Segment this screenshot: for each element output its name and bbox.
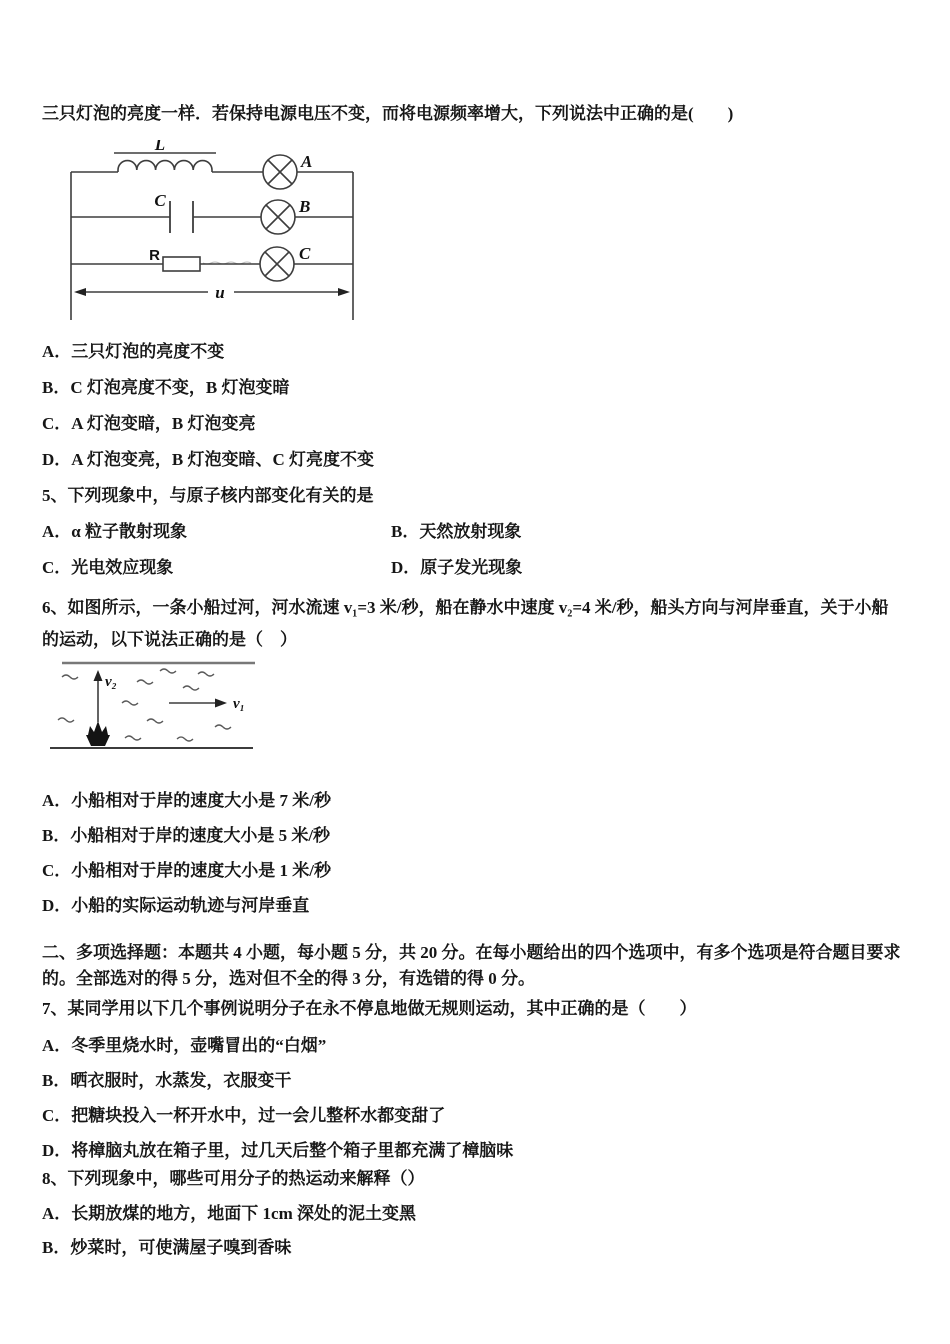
bulb-c-label: C — [299, 244, 311, 263]
water-waves — [58, 669, 231, 741]
resistor-label: R — [149, 247, 160, 264]
boat-river-diagram — [50, 658, 265, 774]
bulb-a-label: A — [301, 152, 313, 171]
q7-option-a: A．冬季里烧水时，壶嘴冒出的“白烟” — [42, 1036, 327, 1055]
inductor-coil — [118, 161, 212, 172]
bulb-c — [260, 247, 294, 281]
q5-option-b: B．天然放射现象 — [391, 522, 522, 541]
circuit-diagram — [48, 140, 383, 320]
inductor-label: L — [154, 140, 166, 154]
section2-header: 二、多项选择题：本题共 4 小题，每小题 5 分，共 20 分。在每小题给出的四个选项中，有多个选项是符合题目要求的。全部选对的得 5 分，选对但不全的得 3 分，有选错的得 0 分。 — [42, 943, 901, 988]
resistor-symbol — [163, 257, 200, 271]
q8-options — [42, 1204, 905, 1258]
q4-option-b: B．C 灯泡亮度不变，B 灯泡变暗 — [42, 378, 290, 397]
q5-option-d: D．原子发光现象 — [391, 558, 523, 577]
q6-option-d: D．小船的实际运动轨迹与河岸垂直 — [42, 896, 310, 915]
voltage-label: u — [215, 283, 225, 302]
q4-option-d: D．A 灯泡变亮，B 灯泡变暗、C 灯亮度不变 — [42, 450, 374, 469]
v2-arrow — [94, 670, 103, 722]
boat-icon — [86, 721, 110, 746]
v1-arrow — [169, 699, 227, 708]
bulb-a — [263, 155, 297, 189]
v1-label: v₁ — [233, 696, 245, 712]
q7-option-c: C．把糖块投入一杯开水中，过一会儿整杯水都变甜了 — [42, 1106, 446, 1125]
q6-option-a: A．小船相对于岸的速度大小是 7 米/秒 — [42, 791, 331, 810]
q4-options — [42, 342, 905, 470]
q7-stem: 7、某同学用以下几个事例说明分子在永不停息地做无规则运动，其中正确的是（ ） — [42, 999, 697, 1018]
capacitor-symbol — [170, 201, 193, 233]
boat-diagram-figure — [50, 658, 905, 774]
bulb-b — [261, 200, 295, 234]
q4-option-c: C．A 灯泡变暗，B 灯泡变亮 — [42, 414, 256, 433]
q5-stem: 5、下列现象中，与原子核内部变化有关的是 — [42, 486, 374, 505]
q7-options — [42, 1036, 905, 1161]
q5-options — [42, 522, 905, 578]
q7-option-b: B．晒衣服时，水蒸发，衣服变干 — [42, 1071, 292, 1090]
voltage-span-arrow — [74, 288, 350, 296]
q8-option-a: A．长期放煤的地方，地面下 1cm 深处的泥土变黑 — [42, 1204, 416, 1223]
q5-option-c: C．光电效应现象 — [42, 558, 174, 577]
q7-option-d: D．将樟脑丸放在箱子里，过几天后整个箱子里都充满了樟脑味 — [42, 1141, 514, 1160]
q4-option-a: A．三只灯泡的亮度不变 — [42, 342, 225, 361]
v2-label: v₂ — [105, 674, 117, 690]
q8-option-b: B．炒菜时，可使满屋子嗅到香味 — [42, 1238, 292, 1257]
bulb-b-label: B — [299, 197, 311, 216]
q4-stem: 三只灯泡的亮度一样．若保持电源电压不变，而将电源频率增大，下列说法中正确的是( ) — [42, 104, 734, 123]
q6-options — [42, 791, 905, 916]
q5-option-a: A．α 粒子散射现象 — [42, 522, 188, 541]
capacitor-label: C — [154, 191, 166, 210]
circuit-diagram-figure — [48, 140, 905, 320]
q6-option-b: B．小船相对于岸的速度大小是 5 米/秒 — [42, 826, 331, 845]
q8-stem: 8、下列现象中，哪些可用分子的热运动来解释（） — [42, 1169, 425, 1188]
q6-option-c: C．小船相对于岸的速度大小是 1 米/秒 — [42, 861, 331, 880]
q6-stem: 6、如图所示，一条小船过河，河水流速 v₁=3 米/秒，船在静水中速度 v₂=4 米/秒，船头方向与河岸垂直，关于小船的运动，以下说法正确的是（ ） — [42, 598, 889, 649]
